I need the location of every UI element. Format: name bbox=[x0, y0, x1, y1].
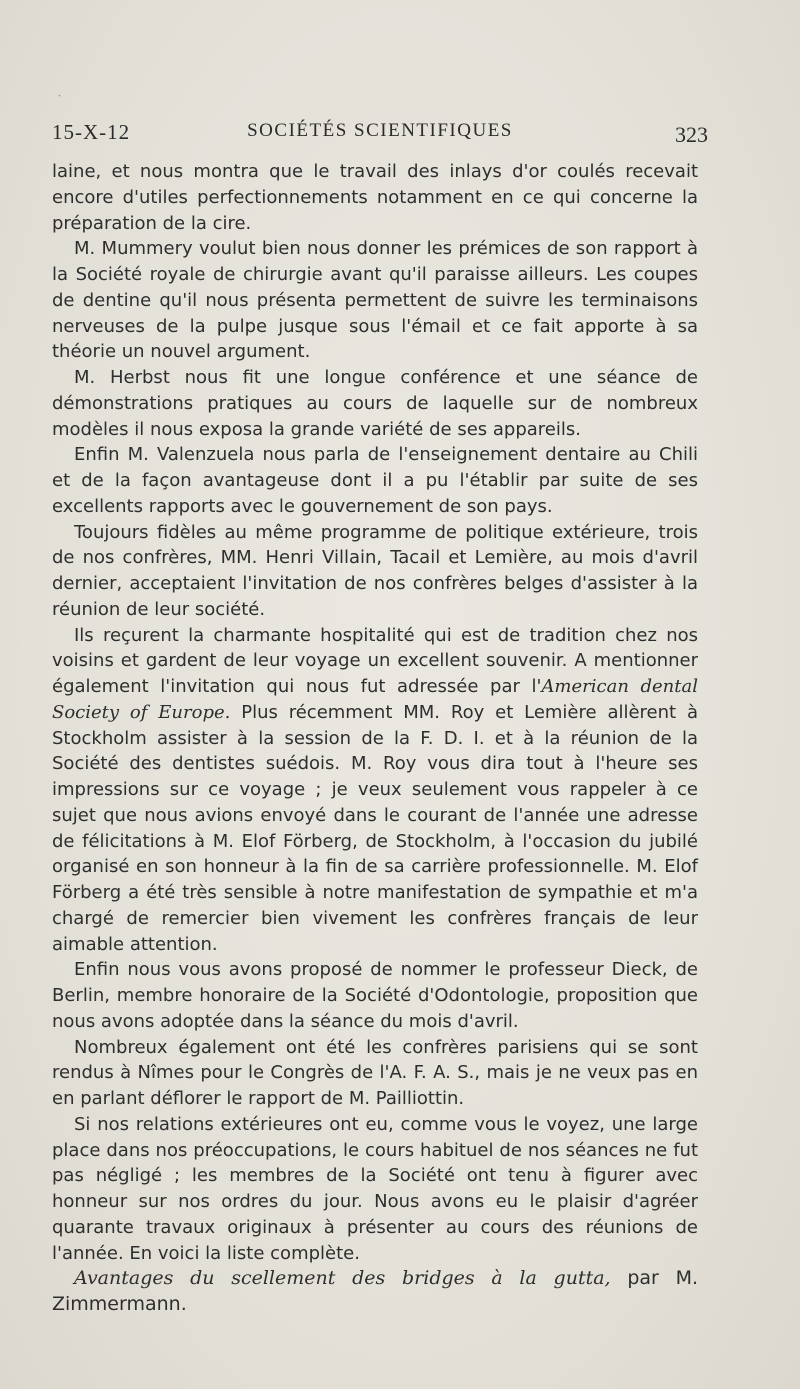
paragraph-dieck: Enfin nous vous avons proposé de nommer le professeur Dieck, de Berlin, membre honoraire de la Société d'Odontologie, proposition que nous avons adoptée dans la séance du mois d'avril. bbox=[52, 959, 698, 1032]
paragraph-stockholm-text-after: Plus récemment MM. Roy et Lemière allèrent à Stockholm assister à la session de la F. D. I. et à la réunion de la Société des dentistes suédois. M. Roy vous dira tout à l'heure ses impressions sur ce voyage ; je veux seulement vous rappeler à ce sujet que nous avions envoyé dans le courant de l'année une adresse de félicitations à M. Elof Förberg, de Stockholm, à l'occasion du jubilé organisé en son honneur à la fin de sa carrière professionnelle. M. Elof Förberg a été très sensible à notre manifestation de sympathie et m'a chargé de remercier bien vivement les confrères français de leur aimable attention. bbox=[52, 701, 698, 955]
paragraph-mummery: M. Mummery voulut bien nous donner les prémices de son rapport à la Société royale de chirurgie avant qu'il paraisse ailleurs. Les coupes de dentine qu'il nous présenta permettent de suivre les terminaisons nerveuses de la pulpe jusque sous l'émail et ce fait apporte à sa théorie un nouvel argument. bbox=[52, 238, 698, 363]
paragraph-herbst: M. Herbst nous fit une longue conférence et une séance de démonstrations pratiques au cours de laquelle sur de nombreux modèles il nous exposa la grande variété de ses appareils. bbox=[52, 367, 698, 440]
scan-speck: ˎ bbox=[58, 86, 62, 97]
header-date: 15-X-12 bbox=[52, 120, 131, 144]
running-header bbox=[52, 120, 708, 150]
header-title: SOCIÉTÉS SCIENTIFIQUES bbox=[247, 120, 513, 141]
work-title-italic: Avantages du scellement des bridges à la gutta, bbox=[74, 1267, 611, 1290]
paragraph-valenzuela: Enfin M. Valenzuela nous parla de l'enseignement dentaire au Chili et de la façon avantageuse dont il a pu l'établir par suite de ses excellents rapports avec le gouvernement de son pays. bbox=[52, 444, 698, 517]
paragraph-continued: laine, et nous montra que le travail des inlays d'or coulés recevait encore d'utiles perfectionnements notamment en ce qui concerne la préparation de la cire. bbox=[52, 161, 698, 234]
paragraph-nimes: Nombreux également ont été les confrères parisiens qui se sont rendus à Nîmes pour le Congrès de l'A. F. A. S., mais je ne veux pas en en parlant déflorer le rapport de M. Pailliottin. bbox=[52, 1036, 698, 1109]
page-number: 323 bbox=[675, 122, 708, 147]
list-item-first-work bbox=[52, 1266, 698, 1318]
paragraph-belgian-invitation: Toujours fidèles au même programme de politique extérieure, trois de nos confrères, MM. Henri Villain, Tacail et Lemière, au mois d'avril dernier, acceptaient l'invitation de nos confrères belges d'assister à la réunion de leur société. bbox=[52, 521, 698, 620]
paragraph-stockholm-text-before: Ils reçurent la charmante hospitalité qui est de tradition chez nos voisins et gardent de leur voyage un excellent souvenir. A mentionner également l'invitation qui nous fut adressée par l' bbox=[52, 624, 698, 697]
paragraph-seances: Si nos relations extérieures ont eu, comme vous le voyez, une large place dans nos préoccupations, le cours habituel de nos séances ne fut pas négligé ; les membres de la Société ont tenu à figurer avec honneur sur nos ordres du jour. Nous avons eu le plaisir d'agréer quarante travaux originaux à présenter au cours des réunions de l'année. En voici la liste complète. bbox=[52, 1113, 698, 1264]
page-body bbox=[52, 159, 698, 1318]
society-name-italic: American dental Society of Europe. bbox=[52, 676, 698, 723]
work-author: par M. Zimmermann. bbox=[52, 1267, 698, 1315]
paragraph-stockholm bbox=[52, 623, 698, 958]
